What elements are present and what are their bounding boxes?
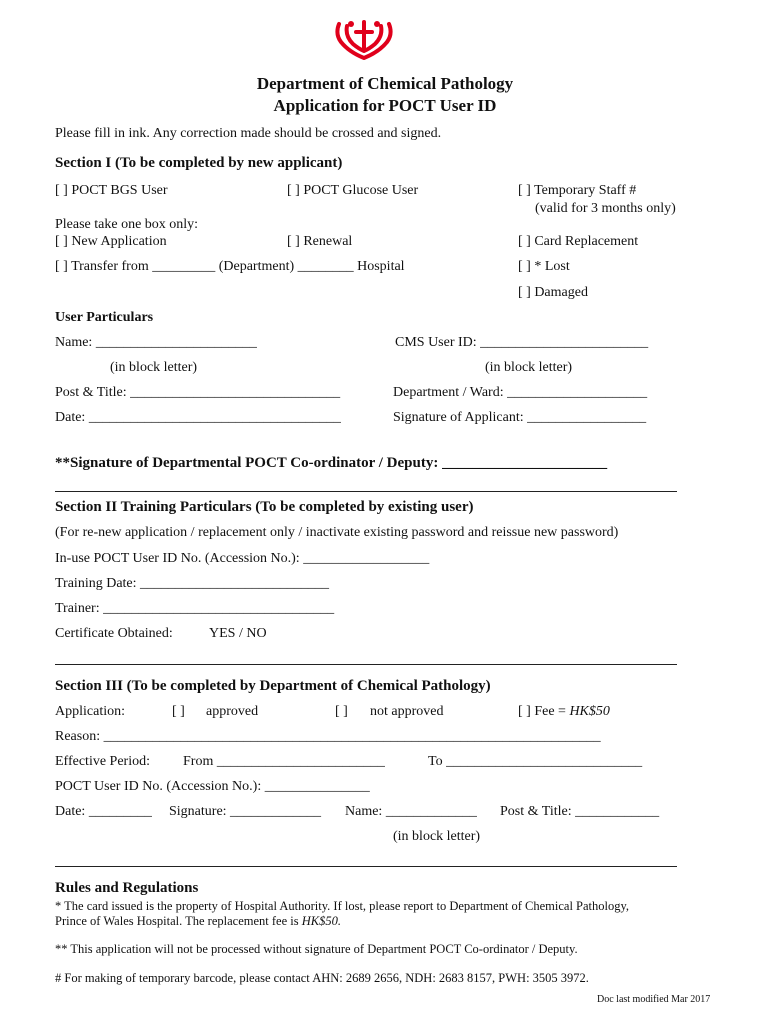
checkbox-glucose-user[interactable]: [ ] POCT Glucose User: [287, 183, 419, 198]
rule-2: ** This application will not be processed without signature of Department POCT Co-ordinator / Deputy.: [55, 942, 578, 956]
checkbox-bgs-user[interactable]: [ ] POCT BGS User: [55, 183, 168, 198]
checkbox-renewal[interactable]: [ ] Renewal: [287, 234, 353, 249]
cms-user-id-field[interactable]: CMS User ID: ________________________: [395, 335, 649, 350]
department-ward-field[interactable]: Department / Ward: ____________________: [393, 385, 648, 400]
inuse-user-id-field[interactable]: In-use POCT User ID No. (Accession No.): __________________: [55, 551, 430, 566]
name-field[interactable]: Name: _______________________: [55, 335, 257, 350]
fee-label: [ ] Fee =: [518, 704, 570, 719]
applicant-signature-field[interactable]: Signature of Applicant: _________________: [393, 410, 647, 425]
checkbox-damaged[interactable]: [ ] Damaged: [518, 285, 588, 300]
approved-label: approved: [206, 704, 259, 719]
doc-modified-footer: Doc last modified Mar 2017: [597, 994, 711, 1005]
post-title-field[interactable]: Post & Title: ______________________________: [55, 385, 341, 400]
not-approved-label: not approved: [370, 704, 444, 719]
training-date-field[interactable]: Training Date: ___________________________: [55, 576, 330, 591]
section2-note: (For re-new application / replacement only / inactivate existing password and reissue new password): [55, 525, 619, 540]
new-user-id-field[interactable]: POCT User ID No. (Accession No.): _______________: [55, 779, 370, 794]
divider: [55, 664, 677, 665]
effective-period-label: Effective Period:: [55, 754, 150, 769]
divider: [55, 491, 677, 492]
checkbox-transfer[interactable]: [ ] Transfer from _________ (Department) ________ Hospital: [55, 259, 405, 274]
block-letter-note: (in block letter): [393, 829, 481, 844]
section3-signature-field[interactable]: Signature: _____________: [169, 804, 322, 819]
rule-1-line-1: * The card issued is the property of Hospital Authority. If lost, please report to Department of Chemical Pathology,: [55, 899, 630, 913]
hospital-authority-logo: [331, 18, 397, 62]
section3-heading: Section III (To be completed by Department of Chemical Pathology): [55, 678, 491, 694]
fee-value: HK$50: [569, 704, 610, 719]
checkbox-temporary-staff[interactable]: [ ] Temporary Staff #: [518, 183, 637, 198]
certificate-label: Certificate Obtained:: [55, 626, 173, 641]
application-label: Application:: [55, 704, 125, 719]
temporary-staff-note: (valid for 3 months only): [535, 201, 676, 216]
effective-to-field[interactable]: To ____________________________: [428, 754, 643, 769]
coordinator-signature-field[interactable]: **Signature of Departmental POCT Co-ordinator / Deputy: ______________________: [55, 455, 608, 471]
rule-1-text: Prince of Wales Hospital. The replacement fee is: [55, 914, 302, 928]
checkbox-card-replacement[interactable]: [ ] Card Replacement: [518, 234, 639, 249]
trainer-field[interactable]: Trainer: _________________________________: [55, 601, 335, 616]
user-particulars-heading: User Particulars: [55, 310, 154, 325]
page-title: Department of Chemical Pathology: [256, 74, 514, 93]
section2-heading: Section II Training Particulars (To be completed by existing user): [55, 499, 474, 515]
certificate-choice[interactable]: YES / NO: [209, 626, 267, 641]
checkbox-fee[interactable]: [518, 704, 610, 720]
instruction-text: Please fill in ink. Any correction made should be crossed and signed.: [55, 126, 442, 141]
checkbox-approved[interactable]: [ ]: [172, 704, 185, 719]
checkbox-new-application[interactable]: [ ] New Application: [55, 234, 167, 249]
block-letter-note: (in block letter): [485, 360, 573, 375]
rules-heading: Rules and Regulations: [55, 880, 199, 896]
take-one-label: Please take one box only:: [55, 217, 199, 232]
rule-3: # For making of temporary barcode, please contact AHN: 2689 2656, NDH: 2683 8157, PWH: 3505 3972.: [55, 971, 589, 985]
effective-from-field[interactable]: From ________________________: [183, 754, 385, 769]
page-subtitle: Application for POCT User ID: [273, 96, 497, 115]
reason-field[interactable]: Reason: _______________________________________________________________________: [55, 729, 601, 744]
checkbox-not-approved[interactable]: [ ]: [335, 704, 348, 719]
section3-post-title-field[interactable]: Post & Title: ____________: [500, 804, 660, 819]
replacement-fee: HK$50.: [301, 914, 341, 928]
divider: [55, 866, 677, 867]
section3-name-field[interactable]: Name: _____________: [345, 804, 477, 819]
checkbox-lost[interactable]: [ ] * Lost: [518, 259, 570, 274]
date-field[interactable]: Date: ____________________________________: [55, 410, 341, 425]
rule-1-line-2: [55, 913, 341, 929]
section1-heading: Section I (To be completed by new applicant): [55, 155, 343, 171]
section3-date-field[interactable]: Date: _________: [55, 804, 152, 819]
block-letter-note: (in block letter): [110, 360, 198, 375]
